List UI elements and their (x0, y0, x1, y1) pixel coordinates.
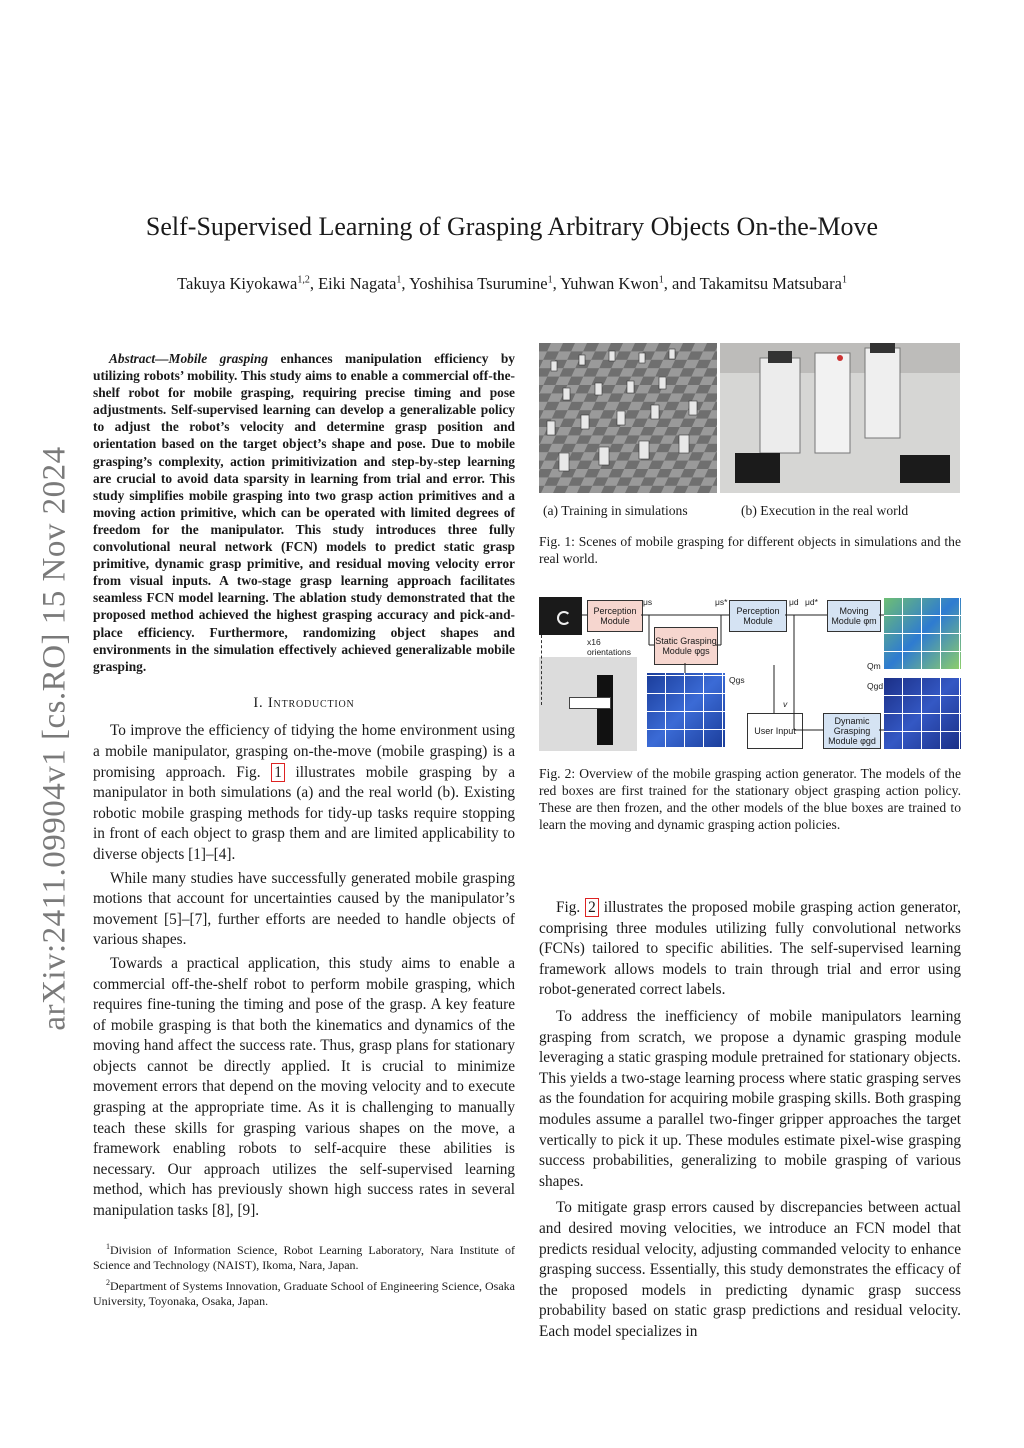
moving-heatmap-grid (884, 597, 961, 669)
fig1b-subcaption: (b) Execution in the real world (741, 503, 909, 518)
fig1a-subcaption: (a) Training in simulations (543, 503, 688, 518)
perception-module-static: Perception Module (587, 600, 643, 632)
footnote-1-number: 1 (106, 1241, 110, 1251)
intro-paragraph-1 (93, 721, 515, 865)
author-affiliation: 1 (547, 274, 553, 286)
author-list (0, 274, 1024, 294)
x16-orientations-label: x16 orientations (587, 637, 631, 657)
mu-s-label: μs (643, 597, 653, 607)
intro-paragraph-3: Towards a practical application, this study aims to enable a commercial off-the-shelf robot to perform mobile grasping, which requires fine-tuning the timing and pose of the grasp. A key feature of mobile grasping is that both the kinematics and dynamics of the moving hand affect the success rate. Thus, grasp plans for stationary objects cannot be directly applied. It is crucial to minimize movement errors that depend on the moving velocity and to execute grasping at the appropriate time. As it is challenging to manually teach these skills for grasping various shapes on the move, a framework enabling robots to self-acquire these abilities is necessary. Our approach utilizes the self-supervised learning method, which has previously shown high success rates in several manipulation tasks [8], [9]. (93, 954, 515, 1220)
abstract-lead: Mobile grasping (168, 351, 269, 366)
static-heatmap-grid (647, 673, 725, 747)
fig1-caption: Fig. 1: Scenes of mobile grasping for different objects in simulations and the real world. (539, 534, 961, 567)
footnote-1 (93, 1239, 515, 1274)
abstract-text: enhances manipulation efficiency by utilizing robots’ mobility. This study aims to enable a commercial off-the-shelf robot for mobile grasping, requiring precise timing and pose adjustments. Self-supervised learning can develop a generalizable policy to adjust the robot’s velocity and determine grasp position and orientation based on the target object’s shape and pose. Due to mobile grasping’s complexity, action primitivization and step-by-step learning are crucial to avoid data sparsity in learning from trial and error. This study simplifies mobile grasping into two grasp action primitives and a moving action primitive, which can be operated with limited degrees of freedom for the manipulator. This study introduces three fully convolutional neural network (FCN) models to predict static grasp primitive, dynamic grasp primitive, and residual moving velocity error from visual inputs. A two-stage grasp learning approach facilitates seamless FCN model learning. The ablation study demonstrated that the proposed method achieved the highest grasping accuracy and pick-and-place efficiency. Furthermore, randomizing object shapes and environments in the simulation effectively achieved generalizable mobile grasping. (93, 351, 515, 674)
perception-module-dynamic: Perception Module (729, 600, 787, 632)
footnote-2 (93, 1275, 515, 1310)
footnote-2-text: Department of Systems Innovation, Graduate School of Engineering Science, Osaka University, Toyonaka, Osaka, Japan. (93, 1278, 515, 1309)
user-input-box: User Input (747, 713, 803, 749)
mu-d-star-label: μd* (805, 597, 818, 607)
author-affiliation: 1,2 (297, 274, 310, 286)
fig2-caption: Fig. 2: Overview of the mobile grasping action generator. The models of the red boxes are first trained for the stationary object grasping action policy. These are then frozen, and the other models of the blue boxes are trained to learn the moving and dynamic grasping action policies. (539, 766, 961, 833)
v-label: v (783, 699, 788, 709)
author-affiliation: 1 (658, 274, 664, 286)
author-separator: , (401, 274, 410, 293)
abstract-dash: — (155, 351, 169, 366)
fig2-diagram (539, 595, 961, 751)
author-affiliation: 1 (396, 274, 402, 286)
right-column-text (539, 898, 961, 1345)
dynamic-heatmap-grid (884, 677, 961, 749)
fig1a-simulation-image (539, 343, 717, 493)
right-paragraph-2: To address the inefficiency of mobile manipulators learning grasping from scratch, we propose a dynamic grasping module leveraging a static grasping module pretrained for stationary objects. This yields a two-stage learning process where static grasping serves as the foundation for acquiring mobile grasping skills. Both grasping modules assume a parallel two-finger gripper approaches the target vertically to pick it up. These modules estimate pixel-wise grasping success probabilities, generalizing to mobile grasping of various shapes. (539, 1007, 961, 1190)
right-p1-text-a: Fig. (556, 899, 586, 916)
author-name: Takuya Kiyokawa (177, 274, 298, 293)
q-m-label: Qm (867, 661, 881, 671)
author-name: Yuhwan Kwon (560, 274, 659, 293)
dynamic-grasping-module: Dynamic Grasping Module φgd (823, 713, 881, 749)
author-separator: , (552, 274, 561, 293)
q-gd-label: Qgd (867, 681, 884, 691)
section-number: I. (253, 694, 264, 711)
footnote-2-number: 2 (106, 1277, 110, 1287)
static-grasping-module: Static Grasping Module φgs (654, 627, 718, 665)
mu-d-label: μd (789, 597, 799, 607)
section-title: Introduction (267, 694, 355, 711)
author-separator: , and (663, 274, 700, 293)
right-paragraph-1 (539, 898, 961, 1001)
author-affiliation: 1 (841, 274, 847, 286)
author-name: Eiki Nagata (318, 274, 397, 293)
right-paragraph-3: To mitigate grasp errors caused by discrepancies between actual and desired moving velocities, we introduce an FCN model that predicts residual velocity, adjusting commanded velocity to enhance grasping success. Essentially, this study demonstrates the efficacy of the proposed models in predicting dynamic grasp success probability based on static grasp predictions and residual velocity. Each model specializes in (539, 1199, 961, 1340)
fig1-link[interactable]: 1 (271, 763, 285, 782)
intro-p1-text-a: To improve the efficiency of tidying the home environment using a mobile manipulator, grasping on-the-move (mobile grasping) is a promising approach. Fig. (93, 722, 515, 781)
footnote-1-text: Division of Information Science, Robot Learning Laboratory, Nara Institute of Science and Technology (NAIST), Ikoma, Nara, Japan. (93, 1242, 515, 1273)
section-heading (93, 693, 515, 714)
author-separator: , (309, 274, 319, 293)
paper-title: Self-Supervised Learning of Grasping Arbitrary Objects On-the-Move (145, 212, 879, 241)
intro-paragraph-2: While many studies have successfully generated mobile grasping motions that account for uncertainties caused by the manipulator’s movement [5]–[7], further efforts are needed to handle objects of various shapes. (93, 869, 515, 949)
arxiv-identifier[interactable]: arXiv:2411.09904v1 [cs.RO] 15 Nov 2024 (36, 446, 73, 1031)
author-name: Yoshihisa Tsurumine (409, 274, 548, 293)
right-p1-text-b: illustrates the proposed mobile grasping action generator, comprising three modules utilizing fully convolutional networks (FCNs) tailored to specific abilities. The self-supervised learning framework allows models to train through trial and error using robot-generated correct labels. (539, 899, 961, 999)
mu-s-star-label: μs* (715, 597, 728, 607)
moving-module: Moving Module φm (827, 600, 881, 632)
fig1b-realworld-image (720, 343, 960, 493)
q-gs-label: Qgs (729, 675, 745, 685)
intro-p1-text-b: illustrates mobile grasping by a manipulator in both simulations (a) and the real world (b). Existing robotic mobile grasping methods for tidy-up tasks require stopping in front of each object to grasp them and are limited applicability to diverse objects [1]–[4]. (93, 763, 515, 863)
abstract-label: Abstract (109, 351, 156, 366)
author-name: Takamitsu Matsubara (699, 274, 842, 293)
abstract (93, 350, 515, 675)
fig2-link[interactable]: 2 (585, 898, 599, 917)
left-column (93, 350, 515, 1311)
